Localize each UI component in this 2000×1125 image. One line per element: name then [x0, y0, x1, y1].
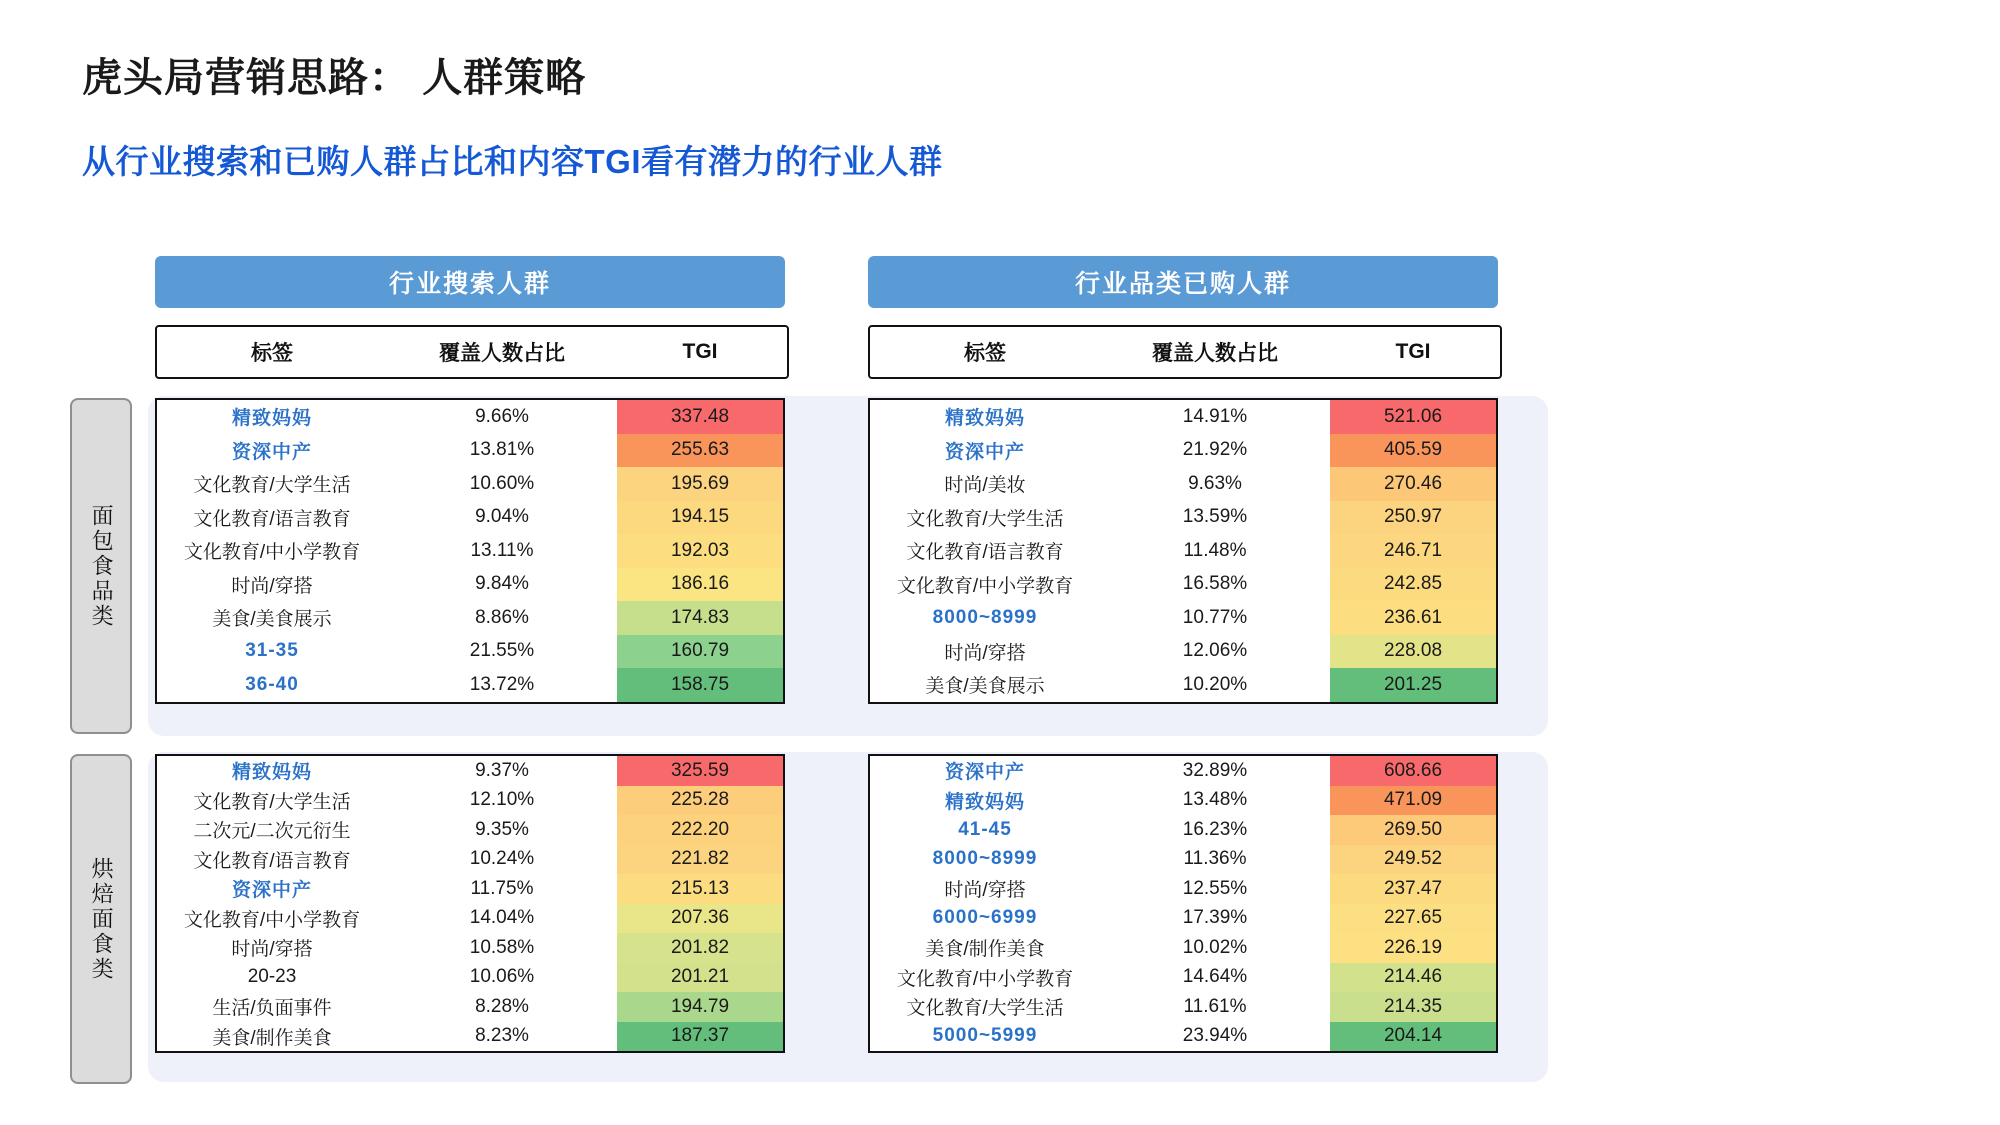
table-row — [157, 874, 783, 904]
cell-coverage-ratio: 11.36% — [1183, 848, 1247, 870]
cell-tgi: 521.06 — [1330, 400, 1496, 434]
table-row — [870, 400, 1496, 434]
sub-header-ratio: 覆盖人数占比 — [439, 342, 565, 365]
cell-tgi: 337.48 — [617, 400, 783, 434]
cell-coverage-ratio: 13.72% — [469, 673, 535, 695]
cell-tgi: 255.63 — [617, 434, 783, 468]
cell-tgi: 192.03 — [617, 534, 783, 568]
cell-tgi: 608.66 — [1330, 756, 1496, 786]
cell-tag: 精致妈妈 — [231, 762, 312, 784]
table-row — [870, 874, 1496, 904]
table-row — [870, 933, 1496, 963]
cell-tag: 时尚/美妆 — [944, 475, 1026, 497]
cell-coverage-ratio: 21.92% — [1182, 439, 1248, 461]
cell-tag: 文化教育/大学生活 — [193, 475, 351, 497]
cell-tag: 8000~8999 — [932, 848, 1038, 870]
cell-tgi: 186.16 — [617, 568, 783, 602]
cell-tgi: 269.50 — [1330, 815, 1496, 845]
sub-header-tgi: TGI — [682, 340, 718, 363]
cell-tag: 精致妈妈 — [944, 791, 1025, 813]
cell-tgi: 222.20 — [617, 815, 783, 845]
sub-header-tgi: TGI — [1395, 340, 1431, 363]
table-row — [870, 815, 1496, 845]
table-row2-search — [155, 754, 785, 1053]
cell-coverage-ratio: 8.86% — [475, 606, 529, 628]
table-row — [157, 400, 783, 434]
table-row — [870, 434, 1496, 468]
column-header-search-audience: 行业搜索人群 — [155, 256, 785, 308]
table-row — [157, 1022, 783, 1052]
cell-tgi: 228.08 — [1330, 635, 1496, 669]
cell-tgi: 174.83 — [617, 601, 783, 635]
table-row — [870, 467, 1496, 501]
table-row — [157, 467, 783, 501]
cell-tgi: 158.75 — [617, 668, 783, 702]
sub-header-ratio: 覆盖人数占比 — [1152, 342, 1278, 365]
table-row — [157, 786, 783, 816]
table-row — [870, 992, 1496, 1022]
table-row — [870, 845, 1496, 875]
cell-tag: 8000~8999 — [932, 606, 1038, 628]
cell-tag: 文化教育/大学生活 — [193, 791, 351, 813]
cell-tgi: 204.14 — [1330, 1022, 1496, 1052]
table-row — [870, 635, 1496, 669]
cell-coverage-ratio: 8.28% — [475, 995, 529, 1017]
cell-tag: 41-45 — [958, 818, 1012, 840]
cell-tag: 资深中产 — [231, 880, 312, 902]
cell-tag: 时尚/穿搭 — [231, 939, 313, 961]
table-row — [157, 668, 783, 702]
cell-tag: 20-23 — [247, 966, 297, 988]
cell-coverage-ratio: 10.60% — [469, 472, 535, 494]
table-row — [870, 601, 1496, 635]
cell-tag: 31-35 — [245, 640, 299, 662]
cell-coverage-ratio: 14.64% — [1182, 966, 1248, 988]
cell-coverage-ratio: 12.55% — [1182, 877, 1248, 899]
cell-tgi: 237.47 — [1330, 874, 1496, 904]
cell-tgi: 242.85 — [1330, 568, 1496, 602]
table-row — [157, 568, 783, 602]
table-row — [870, 568, 1496, 602]
cell-coverage-ratio: 21.55% — [469, 640, 535, 662]
cell-coverage-ratio: 17.39% — [1182, 907, 1248, 929]
table-row — [870, 534, 1496, 568]
cell-tag: 文化教育/语言教育 — [193, 850, 351, 872]
cell-coverage-ratio: 10.58% — [469, 936, 535, 958]
cell-tgi: 236.61 — [1330, 601, 1496, 635]
table-row — [157, 601, 783, 635]
cell-coverage-ratio: 10.02% — [1182, 936, 1248, 958]
cell-tag: 6000~6999 — [932, 907, 1038, 929]
table-row — [870, 668, 1496, 702]
sub-header-tag: 标签 — [251, 342, 293, 365]
column-header-purchased-audience: 行业品类已购人群 — [868, 256, 1498, 308]
cell-coverage-ratio: 13.81% — [469, 439, 535, 461]
table-row — [870, 1022, 1496, 1052]
cell-coverage-ratio: 32.89% — [1182, 759, 1248, 781]
cell-coverage-ratio: 9.35% — [475, 818, 529, 840]
cell-coverage-ratio: 8.23% — [475, 1025, 529, 1047]
cell-tag: 资深中产 — [944, 441, 1025, 463]
table-row — [157, 534, 783, 568]
cell-tag: 文化教育/语言教育 — [906, 542, 1064, 564]
cell-tgi: 249.52 — [1330, 845, 1496, 875]
cell-tgi: 471.09 — [1330, 786, 1496, 816]
cell-coverage-ratio: 10.77% — [1182, 606, 1248, 628]
cell-coverage-ratio: 14.04% — [469, 907, 535, 929]
cell-coverage-ratio: 9.66% — [475, 405, 529, 427]
cell-tgi: 270.46 — [1330, 467, 1496, 501]
table-row1-purchased — [868, 398, 1498, 704]
cell-tag: 文化教育/语言教育 — [193, 508, 351, 530]
cell-tgi: 194.15 — [617, 501, 783, 535]
cell-tag: 精致妈妈 — [944, 408, 1025, 430]
cell-tag: 时尚/穿搭 — [231, 575, 313, 597]
cell-tag: 美食/制作美食 — [925, 939, 1045, 961]
cell-coverage-ratio: 12.06% — [1182, 640, 1248, 662]
cell-tag: 时尚/穿搭 — [944, 642, 1026, 664]
cell-tgi: 160.79 — [617, 635, 783, 669]
cell-coverage-ratio: 11.48% — [1183, 539, 1247, 561]
cell-tag: 资深中产 — [231, 441, 312, 463]
cell-tag: 36-40 — [245, 673, 299, 695]
cell-tgi: 215.13 — [617, 874, 783, 904]
table-row — [157, 992, 783, 1022]
row-label-baked-noodle — [70, 754, 132, 1084]
sub-header-right — [868, 325, 1502, 379]
cell-coverage-ratio: 13.59% — [1182, 506, 1248, 528]
cell-tgi: 195.69 — [617, 467, 783, 501]
cell-coverage-ratio: 12.10% — [469, 789, 535, 811]
cell-tag: 美食/美食展示 — [212, 609, 332, 631]
cell-tag: 文化教育/中小学教育 — [183, 909, 361, 931]
cell-coverage-ratio: 11.61% — [1183, 995, 1247, 1017]
cell-tag: 文化教育/中小学教育 — [896, 968, 1074, 990]
cell-coverage-ratio: 9.37% — [475, 759, 529, 781]
cell-tag: 美食/美食展示 — [925, 676, 1045, 698]
cell-tgi: 214.35 — [1330, 992, 1496, 1022]
cell-tgi: 225.28 — [617, 786, 783, 816]
table-row — [870, 963, 1496, 993]
cell-tgi: 201.25 — [1330, 668, 1496, 702]
cell-coverage-ratio: 9.63% — [1188, 472, 1242, 494]
cell-tgi: 405.59 — [1330, 434, 1496, 468]
table-row — [157, 635, 783, 669]
cell-coverage-ratio: 13.11% — [470, 539, 534, 561]
row-label-text: 面包食品类 — [89, 503, 115, 629]
cell-tag: 文化教育/中小学教育 — [896, 575, 1074, 597]
sub-header-left — [155, 325, 789, 379]
cell-tgi: 201.82 — [617, 933, 783, 963]
cell-tgi: 194.79 — [617, 992, 783, 1022]
cell-tgi: 325.59 — [617, 756, 783, 786]
cell-coverage-ratio: 10.24% — [469, 848, 535, 870]
table-row — [157, 815, 783, 845]
cell-tgi: 221.82 — [617, 845, 783, 875]
table-row — [870, 756, 1496, 786]
table-row — [157, 501, 783, 535]
cell-tag: 5000~5999 — [932, 1025, 1038, 1047]
cell-coverage-ratio: 16.58% — [1182, 573, 1248, 595]
cell-coverage-ratio: 14.91% — [1182, 405, 1248, 427]
cell-coverage-ratio: 13.48% — [1182, 789, 1248, 811]
page-title: 虎头局营销思路： 人群策略 — [82, 56, 587, 100]
cell-tag: 文化教育/大学生活 — [906, 998, 1064, 1020]
cell-tgi: 207.36 — [617, 904, 783, 934]
cell-tag: 时尚/穿搭 — [944, 880, 1026, 902]
table-row — [157, 845, 783, 875]
cell-tgi: 201.21 — [617, 963, 783, 993]
cell-coverage-ratio: 11.75% — [470, 877, 534, 899]
cell-tgi: 227.65 — [1330, 904, 1496, 934]
cell-coverage-ratio: 9.84% — [475, 573, 529, 595]
table-row — [157, 434, 783, 468]
table-row — [157, 963, 783, 993]
cell-tag: 生活/负面事件 — [212, 998, 332, 1020]
table-row — [870, 904, 1496, 934]
cell-tag: 二次元/二次元衍生 — [193, 821, 351, 843]
cell-coverage-ratio: 10.20% — [1182, 673, 1248, 695]
cell-tgi: 187.37 — [617, 1022, 783, 1052]
cell-tag: 资深中产 — [944, 762, 1025, 784]
cell-tag: 美食/制作美食 — [212, 1027, 332, 1049]
row-label-bread-food — [70, 398, 132, 734]
table-row — [870, 501, 1496, 535]
cell-coverage-ratio: 10.06% — [469, 966, 535, 988]
cell-tgi: 246.71 — [1330, 534, 1496, 568]
row-label-text: 烘焙面食类 — [89, 856, 115, 982]
cell-tag: 文化教育/大学生活 — [906, 508, 1064, 530]
page-subtitle: 从行业搜索和已购人群占比和内容TGI看有潜力的行业人群 — [82, 143, 943, 180]
table-row — [870, 786, 1496, 816]
cell-tgi: 226.19 — [1330, 933, 1496, 963]
table-row — [157, 933, 783, 963]
table-row — [157, 756, 783, 786]
cell-coverage-ratio: 9.04% — [475, 506, 529, 528]
cell-coverage-ratio: 16.23% — [1182, 818, 1248, 840]
sub-header-tag: 标签 — [964, 342, 1006, 365]
table-row1-search — [155, 398, 785, 704]
table-row2-purchased — [868, 754, 1498, 1053]
cell-tgi: 214.46 — [1330, 963, 1496, 993]
cell-tag: 文化教育/中小学教育 — [183, 542, 361, 564]
cell-tgi: 250.97 — [1330, 501, 1496, 535]
cell-coverage-ratio: 23.94% — [1182, 1025, 1248, 1047]
cell-tag: 精致妈妈 — [231, 408, 312, 430]
table-row — [157, 904, 783, 934]
